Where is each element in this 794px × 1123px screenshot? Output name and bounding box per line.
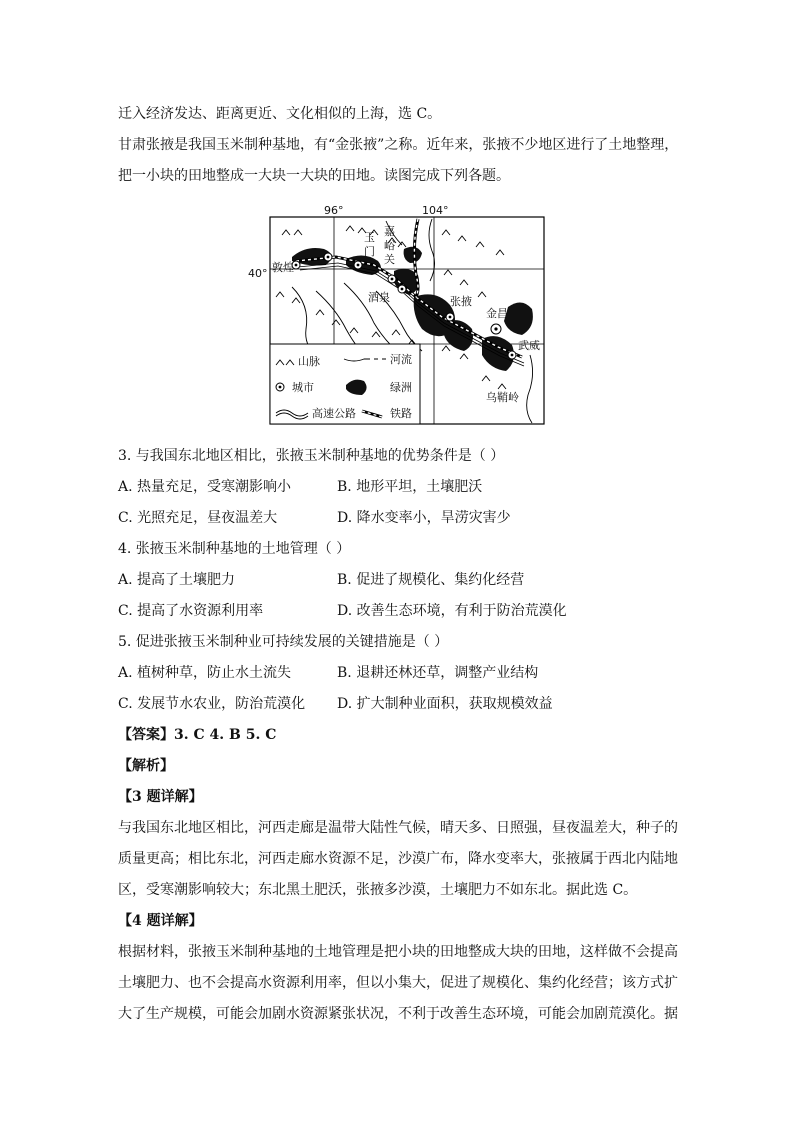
question-4-stem: 4. 张掖玉米制种基地的土地管理（ ） [118,541,351,557]
place-label-wushaoling: 乌鞘岭 [486,391,519,404]
city-label-jiayuguan-1: 嘉 [384,225,395,238]
city-label-jiayuguan-2: 峪 [384,239,395,252]
question-5-option-a: A. 植树种草，防止水土流失 [118,665,292,681]
question-4-option-d: D. 改善生态环境，有利于防治荒漠化 [337,603,567,619]
city-label-dunhuang: 敦煌 [272,261,294,274]
hexi-corridor-map [246,205,546,427]
question-5-option-d: D. 扩大制种业面积，获取规模效益 [337,696,553,712]
intro-line-3: 把一小块的田地整成一大块一大块的田地。读图完成下列各题。 [118,168,510,184]
question-4-option-a: A. 提高了土壤肥力 [118,572,236,588]
detail-3-line-1: 与我国东北地区相比，河西走廊是温带大陆性气候，晴天多、日照强，昼夜温差大，种子的 [118,820,678,836]
question-3-stem: 3. 与我国东北地区相比，张掖玉米制种基地的优势条件是（ ） [118,448,505,464]
answer-line: 【答案】3. C 4. B 5. C [118,727,277,743]
city-label-yumen-1: 玉 [364,231,375,244]
longitude-104-label: 104° [422,205,449,217]
latitude-40-label: 40° [248,267,268,280]
city-label-wuwei: 武威 [518,339,540,352]
question-5-option-c: C. 发展节水农业，防治荒漠化 [118,696,306,712]
legend-oasis-label: 绿洲 [390,381,412,394]
legend-mountain-label: 山脉 [298,355,320,368]
question-3-option-c: C. 光照充足，昼夜温差大 [118,510,278,526]
detail-4-line-3: 大了生产规模，可能会加剧水资源紧张状况，不利于改善生态环境，可能会加剧荒漠化。据 [118,1006,678,1022]
intro-line-1: 迁入经济发达、距离更近、文化相似的上海，选 C。 [118,106,442,122]
legend-railway-label: 铁路 [390,407,412,420]
question-5-option-b: B. 退耕还林还草，调整产业结构 [337,665,539,681]
city-label-jinchang: 金昌 [486,307,508,320]
city-label-yumen-2: 门 [364,245,375,258]
city-label-jiuquan: 酒泉 [368,291,390,304]
detail-3-label: 【3 题详解】 [118,789,203,805]
question-3-option-d: D. 降水变率小，旱涝灾害少 [337,510,511,526]
legend-city-label: 城市 [292,381,314,394]
detail-3-line-2: 质量更高；相比东北，河西走廊水资源不足，沙漠广布，降水变率大，张掖属于西北内陆地 [118,851,678,867]
question-4-option-b: B. 促进了规模化、集约化经营 [337,572,525,588]
detail-4-label: 【4 题详解】 [118,913,203,929]
legend-river-label: 河流 [390,353,412,366]
question-3-option-a: A. 热量充足，受寒潮影响小 [118,479,292,495]
longitude-96-label: 96° [324,205,344,217]
question-4-option-c: C. 提高了水资源利用率 [118,603,264,619]
analysis-label: 【解析】 [118,758,174,774]
legend-highway-label: 高速公路 [312,407,356,420]
question-5-stem: 5. 促进张掖玉米制种业可持续发展的关键措施是（ ） [118,634,449,650]
intro-line-2: 甘肃张掖是我国玉米制种基地，有“金张掖”之称。近年来，张掖不少地区进行了土地整理， [118,137,679,153]
detail-4-line-2: 土壤肥力、也不会提高水资源利用率，但以小集大，促进了规模化、集约化经营；该方式扩 [118,975,678,991]
question-3-option-b: B. 地形平坦，土壤肥沃 [337,479,483,495]
detail-3-line-3: 区，受寒潮影响较大；东北黑土肥沃，张掖多沙漠，土壤肥力不如东北。据此选 C。 [118,882,638,898]
detail-4-line-1: 根据材料，张掖玉米制种基地的土地管理是把小块的田地整成大块的田地，这样做不会提高 [118,944,678,960]
city-label-zhangye: 张掖 [450,295,472,308]
city-label-jiayuguan-3: 关 [384,253,395,266]
